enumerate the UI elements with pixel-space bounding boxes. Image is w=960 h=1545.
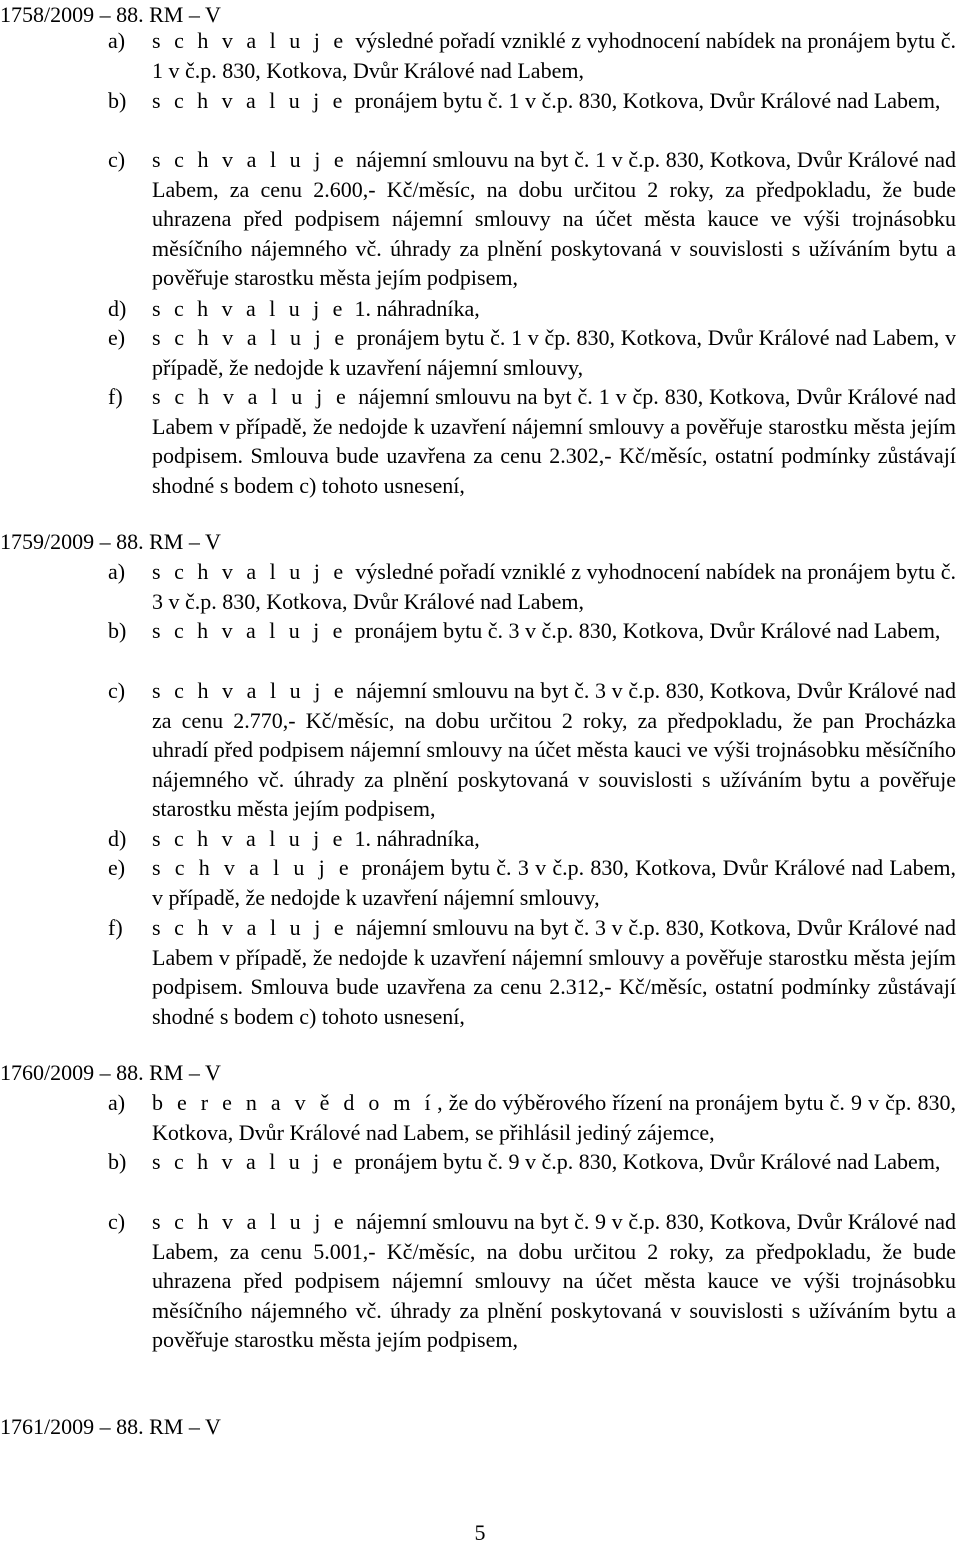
item-label: c) <box>108 147 126 172</box>
resolution-item <box>108 382 956 500</box>
resolution-item <box>108 676 956 824</box>
resolution-item <box>108 616 956 646</box>
item-text: pronájem bytu č. 3 v č.p. 830, Kotkova, Dvůr Králové nad Labem, v případě, že nedojde k uzavření nájemní smlouvy, <box>152 855 956 910</box>
item-label: a) <box>108 559 126 584</box>
resolution-item <box>108 913 956 1031</box>
item-verb: s c h v a l u j e <box>152 88 347 113</box>
item-label: c) <box>108 1209 126 1234</box>
resolution-item <box>108 557 956 616</box>
item-label: f) <box>108 384 123 409</box>
item-label: b) <box>108 1149 127 1174</box>
item-text: výsledné pořadí vzniklé z vyhodnocení nabídek na pronájem bytu č. 1 v č.p. 830, Kotkova, Dvůr Králové nad Labem, <box>152 28 956 83</box>
item-label: e) <box>108 325 126 350</box>
resolution-item <box>108 86 956 116</box>
item-label: a) <box>108 1090 126 1115</box>
item-verb: s c h v a l u j e <box>152 1149 347 1174</box>
item-text: výsledné pořadí vzniklé z vyhodnocení nabídek na pronájem bytu č. 3 v č.p. 830, Kotkova, Dvůr Králové nad Labem, <box>152 559 956 614</box>
item-verb: b e r e n a v ě d o m í <box>152 1090 435 1115</box>
item-text: pronájem bytu č. 3 v č.p. 830, Kotkova, Dvůr Králové nad Labem, <box>349 618 941 643</box>
resolution-number: 1758/2009 – 88. RM – V <box>0 2 221 27</box>
item-label: b) <box>108 88 127 113</box>
item-text: pronájem bytu č. 9 v č.p. 830, Kotkova, Dvůr Králové nad Labem, <box>349 1149 941 1174</box>
item-text: , že do výběrového řízení na pronájem bytu č. 9 v čp. 830, Kotkova, Dvůr Králové nad Labem, se přihlásil jediný zájemce, <box>152 1090 956 1145</box>
item-verb: s c h v a l u j e <box>152 855 353 880</box>
item-label: d) <box>108 826 127 851</box>
resolution-number: 1759/2009 – 88. RM – V <box>0 529 221 554</box>
item-verb: s c h v a l u j e <box>152 28 348 53</box>
item-verb: s c h v a l u j e <box>152 325 349 350</box>
resolution-item <box>108 1207 956 1355</box>
item-label: f) <box>108 915 123 940</box>
resolution-item <box>108 294 956 324</box>
item-verb: s c h v a l u j e <box>152 915 348 940</box>
item-verb: s c h v a l u j e <box>152 147 348 172</box>
resolution-number: 1761/2009 – 88. RM – V <box>0 1414 221 1439</box>
item-verb: s c h v a l u j e <box>152 559 348 584</box>
item-label: c) <box>108 678 126 703</box>
item-verb: s c h v a l u j e <box>152 678 348 703</box>
item-label: b) <box>108 618 127 643</box>
resolution-item <box>108 26 956 85</box>
resolution-item <box>108 1147 956 1177</box>
item-verb: s c h v a l u j e <box>152 296 347 321</box>
resolution-number: 1760/2009 – 88. RM – V <box>0 1060 221 1085</box>
item-text: nájemní smlouvu na byt č. 9 v č.p. 830, Kotkova, Dvůr Králové nad Labem, za cenu 5.001,- Kč/měsíc, na dobu určitou 2 roky, za předpokladu, že bude uhrazena před podpisem nájemní smlouvy na účet města kauce ve výši trojnásobku měsíčního nájemného vč. úhrady za plnění poskytovaná v souvislosti s užíváním bytu a pověřuje starostku města jejím podpisem, <box>152 1209 956 1353</box>
item-label: a) <box>108 28 126 53</box>
item-verb: s c h v a l u j e <box>152 384 350 409</box>
resolution-item <box>108 323 956 382</box>
item-verb: s c h v a l u j e <box>152 618 347 643</box>
item-verb: s c h v a l u j e <box>152 1209 348 1234</box>
item-verb: s c h v a l u j e <box>152 826 347 851</box>
item-label: e) <box>108 855 126 880</box>
resolution-item <box>108 853 956 912</box>
item-text: pronájem bytu č. 1 v čp. 830, Kotkova, Dvůr Králové nad Labem, v případě, že nedojde k uzavření nájemní smlouvy, <box>152 325 956 380</box>
item-text: 1. náhradníka, <box>349 826 480 851</box>
item-text: pronájem bytu č. 1 v č.p. 830, Kotkova, Dvůr Králové nad Labem, <box>349 88 941 113</box>
item-text: nájemní smlouvu na byt č. 3 v č.p. 830, Kotkova, Dvůr Králové nad za cenu 2.770,- Kč/měsíc, na dobu určitou 2 roky, za předpokladu, že pan Procházka uhradí před podpisem nájemní smlouvy na účet města kauci ve výši trojnásobku měsíčního nájemného vč. úhrady za plnění poskytovaná v souvislosti s užíváním bytu a pověřuje starostku města jejím podpisem, <box>152 678 956 822</box>
page-number: 5 <box>474 1520 486 1545</box>
item-text: 1. náhradníka, <box>349 296 480 321</box>
resolution-item <box>108 145 956 293</box>
resolution-item <box>108 1088 956 1147</box>
item-text: nájemní smlouvu na byt č. 3 v č.p. 830, Kotkova, Dvůr Králové nad Labem v případě, že nedojde k uzavření nájemní smlouvy a pověřuje starostku města jejím podpisem. Smlouva bude uzavřena za cenu 2.312,- Kč/měsíc, ostatní podmínky zůstávají shodné s bodem c) tohoto usnesení, <box>152 915 956 1029</box>
item-label: d) <box>108 296 127 321</box>
item-text: nájemní smlouvu na byt č. 1 v č.p. 830, Kotkova, Dvůr Králové nad Labem, za cenu 2.600,- Kč/měsíc, na dobu určitou 2 roky, za předpokladu, že bude uhrazena před podpisem nájemní smlouvy na účet města kauce ve výši trojnásobku měsíčního nájemného vč. úhrady za plnění poskytovaná v souvislosti s užíváním bytu a pověřuje starostku města jejím podpisem, <box>152 147 956 291</box>
resolution-item <box>108 824 956 854</box>
item-text: nájemní smlouvu na byt č. 1 v čp. 830, Kotkova, Dvůr Králové nad Labem v případě, že nedojde k uzavření nájemní smlouvy a pověřuje starostku města jejím podpisem. Smlouva bude uzavřena za cenu 2.302,- Kč/měsíc, ostatní podmínky zůstávají shodné s bodem c) tohoto usnesení, <box>152 384 956 498</box>
